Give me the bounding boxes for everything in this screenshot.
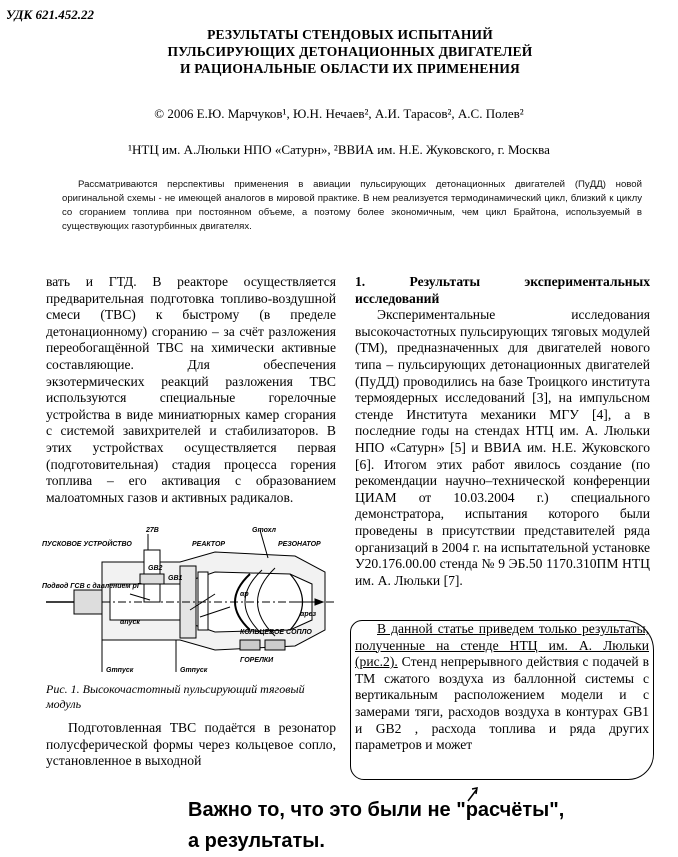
label-gtpusk-left: Gтпуск xyxy=(106,667,134,674)
udk-code: УДК 621.452.22 xyxy=(6,7,94,22)
right-column-paragraph: Экспериментальные исследования высокочастотных пульсирующих тяговых модулей (ТМ), предназначенных для двигателей нового типа – пульсирующих детонационных двигателей (ПуДД) проводились на базе Троицкого института термоядерных исследований [3], на импульсном стенде Института механики МГУ [4], а в последние годы на стендах НТЦ им. А. Люльки НПО «Сатурн» [5] и ВВИА им. Н.Е. Жуковского [6]. Итогом этих работ явилось создание (по рекомендации научно–технической конференции ЦИАМ от 10.03.2004 г.) специального демонстратора, испытания которого были проведены в присутствии представителей ряда организаций в 2004 г. на испытательной установке У20.176.00.00 стенда № 9 ЭБ.50 1170.310ПМ НТЦ им. А. Люльки [7]. xyxy=(355,307,650,588)
left-bottom-paragraph: Подготовленная ТВС подаётся в резонатор полусферической формы через кольцевое сопло, установленное в выходной xyxy=(46,720,336,769)
article-title xyxy=(70,26,630,77)
label-gtpusk-right: Gтпуск xyxy=(180,667,208,674)
figure-caption: Рис. 1. Высокочастотный пульсирующий тяговый модуль xyxy=(46,682,305,711)
label-resonator: РЕЗОНАТОР xyxy=(278,541,321,548)
title-line-1: РЕЗУЛЬТАТЫ СТЕНДОВЫХ ИСПЫТАНИЙ xyxy=(207,27,493,42)
annotation-line-2: а результаты. xyxy=(188,830,325,852)
label-alpha-r: αр xyxy=(240,591,249,598)
label-alpha-pusk: αпуск xyxy=(120,619,140,626)
label-gb2: GB2 xyxy=(148,565,163,572)
label-27v: 27В xyxy=(146,527,159,534)
label-gb1: GB1 xyxy=(168,575,183,582)
highlight-rest: Стенд непрерывного действия с подачей в ТМ сжатого воздуха из баллонной системы с вертикальным расположением модели и с замерами тяги, расходов воздуха в контурах GB1 и GB2 , расхода топлива и ряда других параметров и может xyxy=(355,654,649,753)
left-column-bottom xyxy=(46,720,336,770)
engine-figure xyxy=(40,522,340,680)
annotation-line-1: Важно то, что это были не "расчёты", xyxy=(188,799,565,821)
title-line-3: И РАЦИОНАЛЬНЫЕ ОБЛАСТИ ИХ ПРИМЕНЕНИЯ xyxy=(180,61,520,76)
section-title: 1. Результаты экспериментальных исследований xyxy=(355,274,650,306)
abstract: Рассматриваются перспективы применения в авиации пульсирующих детонационных двигателей (ПуДД) новой оригинальной схемы - не имеющей аналогов в мировой практике. В нем реализуется термодинамический цикл, близкий к циклу со сгоранием топлива при постоянном объеме, а поэтому более экономичным, чем цикл Брайтона, используемый в существующих газотурбинных двигателях. xyxy=(62,179,642,232)
label-ring-nozzle: КОЛЬЦЕВОЕ СОПЛО xyxy=(240,629,312,636)
affiliations: ¹НТЦ им. А.Люльки НПО «Сатурн», ²ВВИА им. Н.Е. Жуковского, г. Москва xyxy=(128,142,550,157)
label-burners: ГОРЕЛКИ xyxy=(240,657,274,664)
authors: © 2006 Е.Ю. Марчуков¹, Ю.Н. Нечаев², А.И. Тарасов², А.С. Полев² xyxy=(154,106,524,121)
label-gtoxl: Gтохл xyxy=(252,527,276,534)
left-column-text: вать и ГТД. В реакторе осуществляется предварительная подготовка топливо-воздушной смеси (ТВС) к быстрому (в пределе детонационному) сгоранию – за счёт разложения переобогащённой ТВС на химически активные составляющие. Для обеспечения экзотермических реакций разложения ТВС используются специальные горелочные устройства в виде миниатюрных камер сгорания с системой завихрителей и стабилизаторов. В этих устройствах осуществляется первая (подготовительная) стадия процесса горения топлива – его активация с образованием малоатомных газов и активных радикалов. xyxy=(46,274,336,505)
label-alpha-rez: αрез xyxy=(300,611,317,618)
handwritten-annotation xyxy=(188,795,668,857)
label-start-device: ПУСКОВОЕ УСТРОЙСТВО xyxy=(42,541,132,548)
title-line-2: ПУЛЬСИРУЮЩИХ ДЕТОНАЦИОННЫХ ДВИГАТЕЛЕЙ xyxy=(167,44,533,59)
label-gsv: Подвод ГСВ с давлением pГ xyxy=(42,583,142,590)
right-column xyxy=(355,274,650,589)
label-reactor: РЕАКТОР xyxy=(192,541,226,548)
highlight-text xyxy=(355,621,649,754)
highlight-underlined: В данной статье приведем только результаты, полученные на стенде НТЦ им. А. Люльки (рис.2). xyxy=(355,621,649,670)
